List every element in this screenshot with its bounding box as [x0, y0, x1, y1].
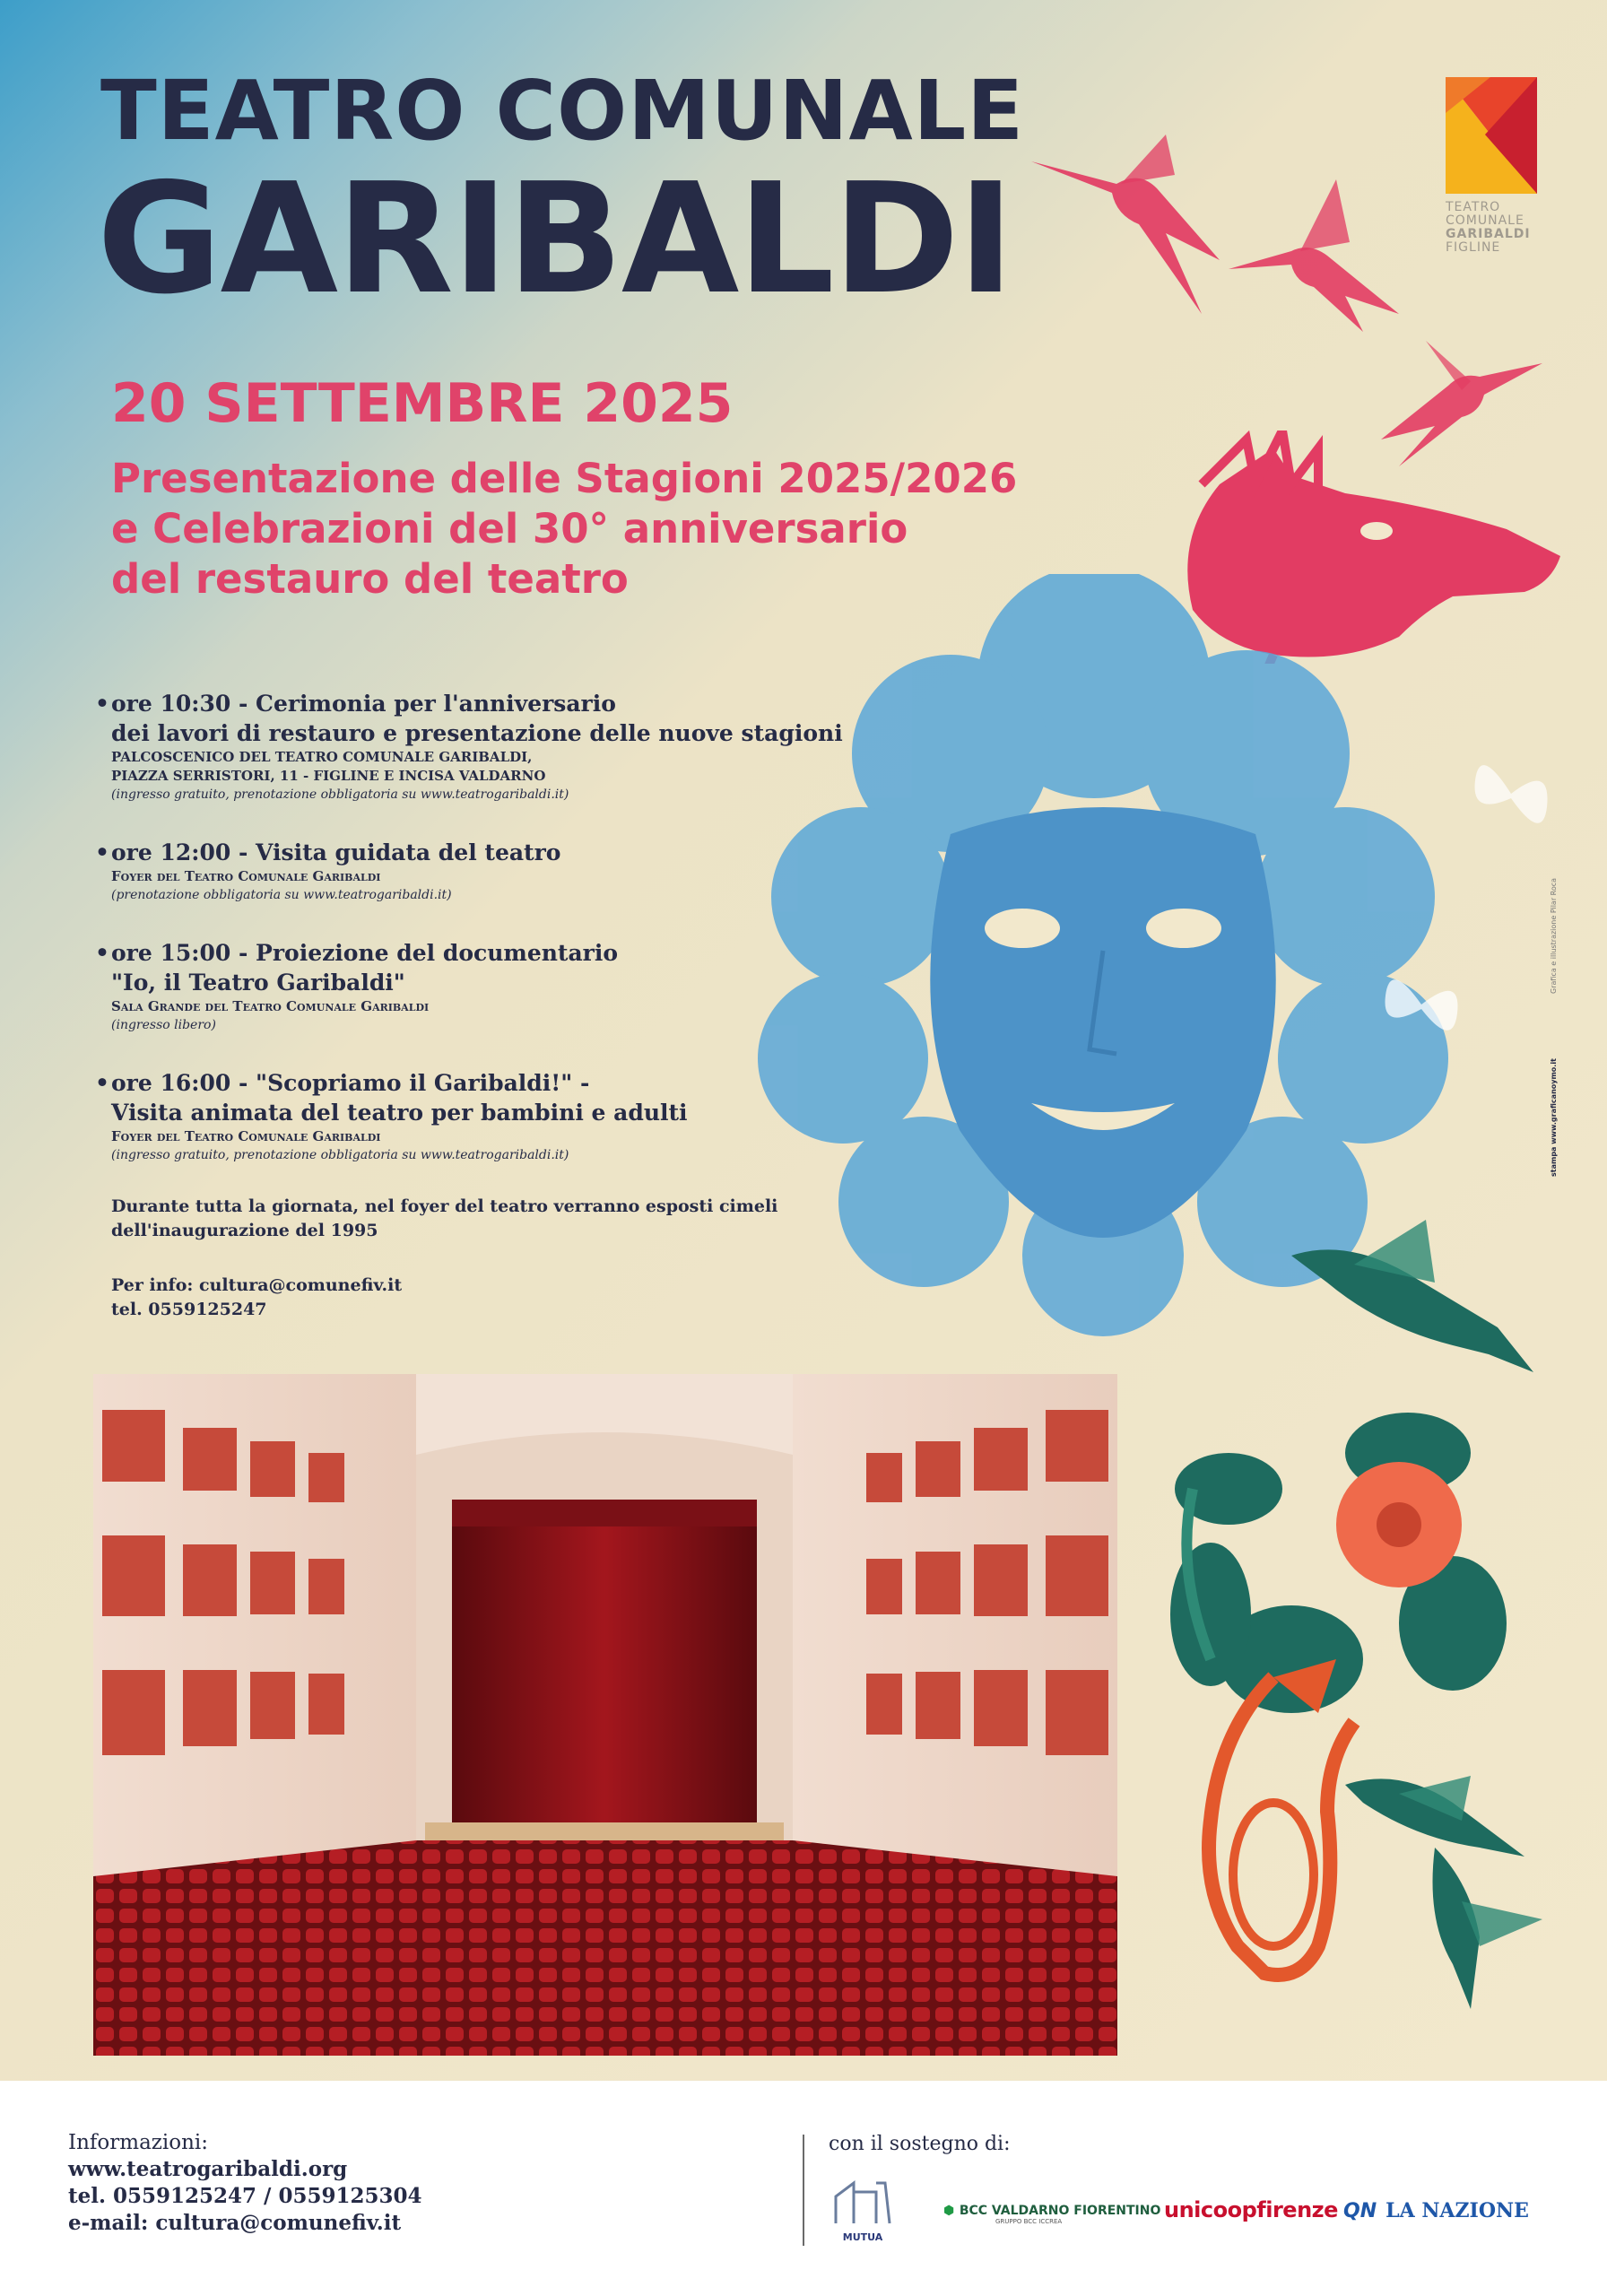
event-title-cont: Visita animata del teatro per bambini e adulti: [111, 1100, 688, 1126]
event-place: PIAZZA SERRISTORI, 11 - FIGLINE E INCISA VALDARNO: [111, 768, 546, 784]
mutua-label: MUTUA: [842, 2231, 883, 2243]
bcc-logo-icon: ⬢: [943, 2204, 955, 2218]
footer-label: Informazioni:: [68, 2131, 209, 2154]
logo-line: GARIBALDI: [1446, 227, 1531, 241]
butterfly-icon: [1381, 960, 1462, 1049]
qn-label: QN: [1343, 2200, 1377, 2222]
footer-divider: [803, 2135, 804, 2246]
event-schedule: [95, 689, 843, 1322]
event-item: •ore 16:00 - "Scopriamo il Garibaldi!" - Visita animata del teatro per bambini e adulti Foyer del Teatro Comunale Garibaldi (ingresso gratuito, prenotazione obbligatoria su www.teatrogaribaldi.it): [95, 1068, 812, 1164]
exhibition-note: [95, 1195, 812, 1243]
event-title-cont: "Io, il Teatro Garibaldi": [111, 970, 405, 996]
event-item: •ore 15:00 - Proiezione del documentario "Io, il Teatro Garibaldi" Sala Grande del Teatro Comunale Garibaldi (ingresso libero): [95, 938, 812, 1034]
logo-line: FIGLINE: [1446, 240, 1501, 255]
sponsor-la-nazione: [1343, 2199, 1529, 2222]
event-note: (ingresso libero): [111, 1018, 216, 1032]
theatre-interior-photo: [93, 1374, 1117, 2056]
event-place: Foyer del Teatro Comunale Garibaldi: [111, 1128, 381, 1144]
logo-line: TEATRO: [1446, 200, 1501, 214]
extra-line: dell'inaugurazione del 1995: [111, 1221, 378, 1240]
footer: [0, 2081, 1607, 2296]
sponsor-mutua: [827, 2174, 899, 2243]
logo-text: [1446, 201, 1542, 255]
contact-info: [95, 1274, 812, 1322]
event-place: Sala Grande del Teatro Comunale Garibaldi: [111, 998, 430, 1014]
event-title-cont: dei lavori di restauro e presentazione delle nuove stagioni: [111, 720, 843, 746]
event-note: (ingresso gratuito, prenotazione obbligatoria su www.teatrogaribaldi.it): [111, 1148, 569, 1162]
sponsor-bcc: [943, 2201, 1160, 2225]
footer-phone: tel. 0559125247 / 0559125304: [68, 2184, 422, 2208]
hummingbird-icon: [1031, 135, 1247, 314]
title-line1: TEATRO COMUNALE: [100, 63, 1025, 159]
title-line2: GARIBALDI: [97, 151, 1013, 328]
event-place: PALCOSCENICO DEL TEATRO COMUNALE GARIBALDI,: [111, 749, 533, 765]
event-place: Foyer del Teatro Comunale Garibaldi: [111, 868, 381, 884]
bcc-sub-label: GRUPPO BCC ICCREA: [995, 2218, 1063, 2225]
logo-line: COMUNALE: [1446, 213, 1524, 228]
extra-line: Durante tutta la giornata, nel foyer del teatro verranno esposti cimeli: [111, 1196, 778, 1216]
event-date: 20 SETTEMBRE 2025: [111, 372, 734, 435]
illustration-credit: Grafica e illustrazione Pilar Roca: [1550, 877, 1558, 994]
print-credit: stampa www.graficanoymo.it: [1550, 1058, 1558, 1177]
subtitle-line: del restauro del teatro: [111, 555, 629, 603]
footer-website-link[interactable]: www.teatrogaribaldi.org: [68, 2157, 348, 2181]
event-time-title: ore 10:30 - Cerimonia per l'anniversario: [111, 691, 616, 717]
support-label: con il sostegno di:: [829, 2133, 1011, 2155]
logo-mark-icon: [1446, 77, 1537, 194]
event-time-title: ore 16:00 - "Scopriamo il Garibaldi!" -: [111, 1070, 590, 1096]
flying-fish-icon: [1291, 1220, 1533, 1381]
info-phone: tel. 0559125247: [111, 1300, 267, 1319]
event-note: (ingresso gratuito, prenotazione obbligatoria su www.teatrogaribaldi.it): [111, 787, 569, 802]
event-note: (prenotazione obbligatoria su www.teatrogaribaldi.it): [111, 888, 452, 902]
event-item: •ore 12:00 - Visita guidata del teatro Foyer del Teatro Comunale Garibaldi (prenotazione obbligatoria su www.teatrogaribaldi.it): [95, 838, 812, 904]
event-item: •ore 10:30 - Cerimonia per l'anniversario dei lavori di restauro e presentazione delle nuove stagioni PALCOSCENICO DEL TEATRO COMUNALE GARIBALDI, PIAZZA SERRISTORI, 11 - FIGLINE E INCISA VALDARNO (ingresso gratuito, prenotazione obbligatoria su www.teatrogaribaldi.it): [95, 691, 843, 802]
info-email: Per info: cultura@comunefiv.it: [111, 1275, 403, 1295]
horn-with-flowers-icon: [1157, 1390, 1516, 2018]
mutua-logo-icon: [827, 2174, 899, 2228]
footer-info: [68, 2129, 422, 2237]
theatre-logo: [1446, 77, 1542, 255]
event-time-title: ore 15:00 - Proiezione del documentario: [111, 940, 619, 966]
subtitle-line: e Celebrazioni del 30° anniversario: [111, 505, 908, 552]
event-time-title: ore 12:00 - Visita guidata del teatro: [111, 839, 561, 865]
nazione-label: LA NAZIONE: [1385, 2199, 1529, 2222]
butterfly-icon: [1471, 744, 1551, 843]
bcc-label: BCC VALDARNO FIORENTINO: [959, 2204, 1161, 2218]
footer-email-link[interactable]: e-mail: cultura@comunefiv.it: [68, 2211, 402, 2235]
hummingbird-icon: [1229, 179, 1408, 332]
subtitle-line: Presentazione delle Stagioni 2025/2026: [111, 455, 1018, 502]
sponsor-unicoop: unicoopfirenze: [1164, 2197, 1338, 2222]
